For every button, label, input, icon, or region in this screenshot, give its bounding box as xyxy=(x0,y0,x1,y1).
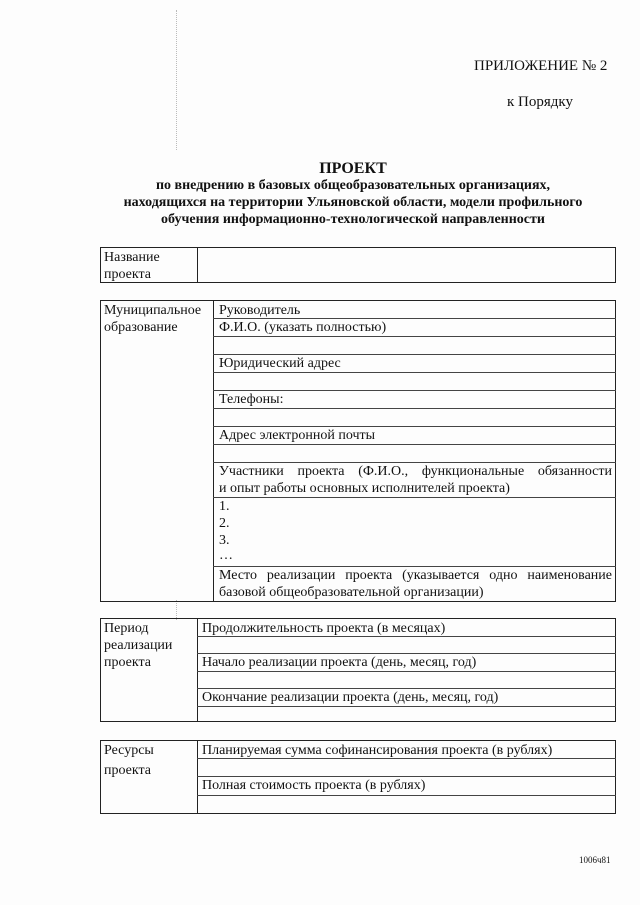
fio-field[interactable] xyxy=(215,337,615,353)
fio-label: Ф.И.О. (указать полностью) xyxy=(219,320,387,335)
duration-label: Продолжительность проекта (в месяцах) xyxy=(202,621,446,636)
document-code: 1006ч81 xyxy=(579,855,611,865)
head-label: Руководитель xyxy=(219,303,301,318)
duration-field[interactable] xyxy=(199,637,615,653)
project-name-label: Название xyxy=(104,250,160,265)
title-main: ПРОЕКТ xyxy=(319,160,387,177)
resources-label: Ресурсы xyxy=(104,743,154,758)
participant-item: 2. xyxy=(219,516,230,531)
period-label: проекта xyxy=(104,655,151,670)
period-label: реализации xyxy=(104,638,173,653)
participant-item: 1. xyxy=(219,499,230,514)
participant-item: 3. xyxy=(219,533,230,548)
legal-address-field[interactable] xyxy=(215,373,615,389)
start-date-field[interactable] xyxy=(199,672,615,688)
cofinancing-label: Планируемая сумма софинансирования проекта (в рублях) xyxy=(202,743,553,758)
title-line: по внедрению в базовых общеобразовательных организациях, xyxy=(155,178,551,193)
email-label: Адрес электронной почты xyxy=(219,428,376,443)
title-line: обучения информационно-технологической направленности xyxy=(161,212,545,227)
total-cost-label: Полная стоимость проекта (в рублях) xyxy=(202,778,426,793)
start-date-label: Начало реализации проекта (день, месяц, год) xyxy=(202,655,477,670)
resources-label: проекта xyxy=(104,763,151,778)
participant-ellipsis: … xyxy=(219,548,233,563)
document-title xyxy=(60,160,640,228)
scan-margin-artifact xyxy=(176,600,178,620)
end-date-label: Окончание реализации проекта (день, месяц, год) xyxy=(202,690,499,705)
implementation-place-label: базовой общеобразовательной организации) xyxy=(219,585,484,600)
phones-label: Телефоны: xyxy=(219,392,284,407)
total-cost-field[interactable] xyxy=(199,796,615,812)
column-divider xyxy=(197,247,198,283)
email-field[interactable] xyxy=(215,445,615,461)
period-label: Период xyxy=(104,621,149,636)
cofinancing-field[interactable] xyxy=(199,759,615,775)
column-divider xyxy=(213,300,214,602)
appendix-number: ПРИЛОЖЕНИЕ № 2 xyxy=(474,58,608,74)
participants-label: Участники проекта (Ф.И.О., функциональные обязанности xyxy=(219,464,612,479)
implementation-place-label: Место реализации проекта (указывается одно наименование xyxy=(219,568,612,583)
scan-margin-artifact xyxy=(176,10,178,150)
title-line: находящихся на территории Ульяновской области, модели профильного xyxy=(123,195,583,210)
order-reference: к Порядку xyxy=(507,94,573,110)
column-divider xyxy=(197,740,198,814)
project-name-field[interactable] xyxy=(199,249,614,281)
municipality-label: образование xyxy=(104,320,178,335)
legal-address-label: Юридический адрес xyxy=(219,356,341,371)
phones-field[interactable] xyxy=(215,409,615,425)
end-date-field[interactable] xyxy=(199,707,615,721)
project-name-label: проекта xyxy=(104,267,151,282)
row-divider xyxy=(213,497,616,498)
participants-label: и опыт работы основных исполнителей проекта) xyxy=(219,481,510,496)
municipality-label: Муниципальное xyxy=(104,303,202,318)
